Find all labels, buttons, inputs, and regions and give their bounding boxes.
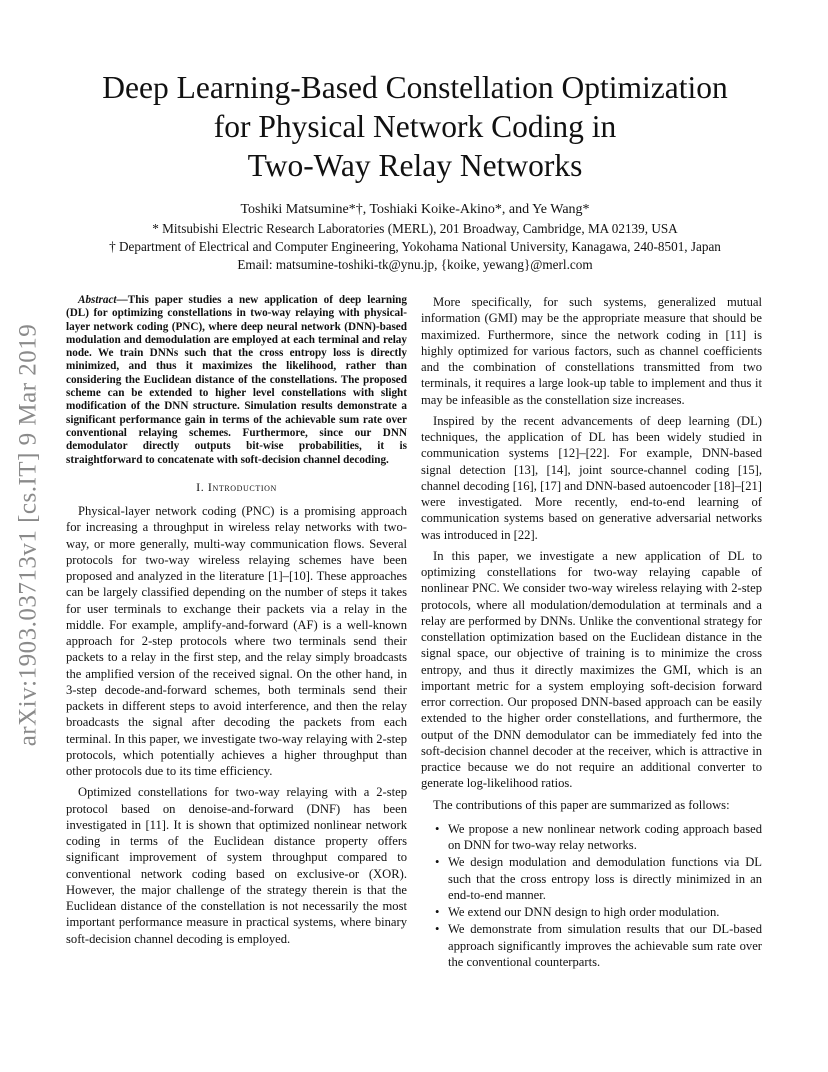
author-block xyxy=(60,201,770,274)
intro-paragraph: Physical-layer network coding (PNC) is a promising approach for increasing a throughput in wireless relay networks with two-way, or more generally, multi-way communication flows. Several protocols for two-way wireless relaying schemes have been proposed and analyzed in the literature [1]–[10]. These approaches can be largely classified depending on the number of steps it takes for user terminals to exchange their packets via a relay in the middle. For example, amplify-and-forward (AF) is a well-known approach for 2-step protocols where two terminals send their packets to a relay in the first step, and the relay simply broadcasts the amplified version of the received signal. On the other hand, in 3-step decode-and-forward schemes, both terminals send their packets in different steps to avoid interference, and then the relay broadcasts the signal after decoding the packets from each terminal. In this paper, we investigate two-way relaying with 2-step protocols, which potentially achieves a higher throughput than other protocols due to its time efficiency. xyxy=(66,504,407,779)
abstract-label: Abstract xyxy=(78,294,117,306)
intro-paragraph: Optimized constellations for two-way relaying with a 2-step protocol based on denoise-and-forward (DNF) has been investigated in [11]. It is shown that optimized nonlinear network coding in terms of the Euclidean distance property offers significant improvement of system throughput compared to conventional network coding based on exclusive-or (XOR). However, the major challenge of the strategy therein is that the Euclidean distance of the constellation is not necessarily the most important performance measure in practical systems, where binary soft-decision channel decoding is employed. xyxy=(66,785,407,946)
section-heading-introduction: I. Introduction xyxy=(196,479,277,494)
arxiv-identifier[interactable]: arXiv:1903.03713v1 [cs.IT] 9 Mar 2019 xyxy=(14,323,41,747)
affiliation-ynu: † Department of Electrical and Computer Engineering, Yokohama National University, Kanagawa, 240-8501, Japan xyxy=(109,239,721,254)
intro-paragraph: The contributions of this paper are summarized as follows: xyxy=(433,797,730,812)
intro-paragraph: More specifically, for such systems, generalized mutual information (GMI) may be the appropriate measure that should be maximized. Furthermore, since the network coding in [11] is highly optimized for various factors, such as channel coefficients and the combination of constellations transmitted from two terminals, it requires a large look-up table to implement and thus it may be infeasible as the constellation size increases. xyxy=(421,295,762,407)
list-item: • We extend our DNN design to high order modulation. xyxy=(421,904,762,920)
author-names: Toshiki Matsumine*†, Toshiaki Koike-Akino*, and Ye Wang* xyxy=(240,202,590,217)
author-email: Email: matsumine-toshiki-tk@ynu.jp, {koike, yewang}@merl.com xyxy=(237,257,593,272)
title-line: Two-Way Relay Networks xyxy=(247,148,583,183)
right-column xyxy=(421,294,762,971)
affiliation-merl: * Mitsubishi Electric Research Laboratories (MERL), 201 Broadway, Cambridge, MA 02139, USA xyxy=(152,221,678,236)
abstract xyxy=(66,294,407,467)
title-line: for Physical Network Coding in xyxy=(213,109,617,144)
left-column xyxy=(66,294,407,947)
list-item: • We propose a new nonlinear network coding approach based on DNN for two-way relay networks. xyxy=(421,821,762,854)
paper-title xyxy=(70,68,760,185)
intro-paragraph: Inspired by the recent advancements of deep learning (DL) techniques, the application of DL has been widely studied in communication systems [12]–[22]. For example, DNN-based signal detection [13], [14], joint source-channel coding [15], channel decoding [16], [17] and DNN-based autoencoder [18]–[21] were investigated. More recently, end-to-end learning of communication systems based on generative adversarial networks was introduced in [22]. xyxy=(421,413,762,542)
intro-paragraph: In this paper, we investigate a new application of DL to optimizing constellations for two-way relaying capable of nonlinear PNC. We consider two-way wireless relaying with 2-step protocols, where all modulation/demodulation at terminals and a relay are performed by DNNs. Unlike the conventional strategy for constellation optimization based on the Euclidean distance in the signal space, our objective of training is to minimize the cross entropy, and thus it directly maximizes the GMI, which is an important metric for a system employing soft-decision forward error correction. Our proposed DNN-based approach can be easily extended to the higher order constellations, and furthermore, the output of the DNN demodulator can be immediately fed into the soft-decision channel decoder at the receiver, which is attractive in practice because we do not require an additional converter to generate log-likelihood ratios. xyxy=(421,548,762,791)
arxiv-stamp xyxy=(6,300,50,770)
list-item: • We demonstrate from simulation results that our DL-based approach significantly improves the achievable sum rate over the conventional counterparts. xyxy=(421,921,762,970)
title-line: Deep Learning-Based Constellation Optimization xyxy=(102,70,728,105)
list-item: • We design modulation and demodulation functions via DL such that the cross entropy loss is directly minimized in an end-to-end manner. xyxy=(421,854,762,903)
contribution-list xyxy=(421,821,762,970)
abstract-text: —This paper studies a new application of deep learning (DL) for optimizing constellations in two-way relaying with physical-layer network coding (PNC), where deep neural network (DNN)-based modulation and demodulation are employed at each terminal and relay node. We train DNNs such that the cross entropy loss is directly minimized, and thus it maximizes the likelihood, rather than considering the Euclidean distance of the constellations. The proposed scheme can be extended to higher level constellations with slight modification of the DNN structure. Simulation results demonstrate a significant performance gain in terms of the achievable sum rate over conventional relaying schemes. Furthermore, since our DNN demodulator directly outputs bit-wise probabilities, it is straightforward to concatenate with soft-decision channel decoding. xyxy=(66,294,407,466)
